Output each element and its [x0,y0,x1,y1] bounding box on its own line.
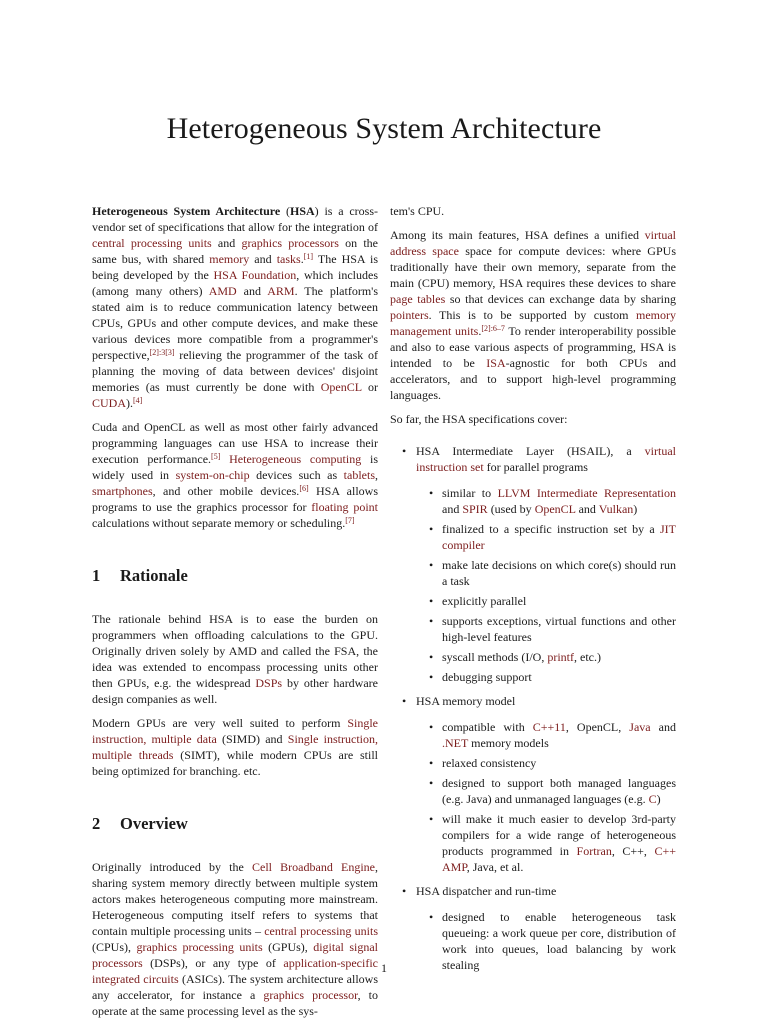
text: (DSPs), or any type of [142,956,284,970]
link-opencl[interactable]: OpenCL [320,380,362,394]
section-title: Rationale [120,566,188,585]
list-item: • make late decisions on which core(s) should run a task [416,557,676,589]
text: The HSA is being developed by the [92,252,378,282]
section-heading-overview [92,816,188,832]
text: . [300,252,304,266]
intro-paragraph-1 [92,203,378,411]
text: Originally introduced by the [92,860,252,874]
text: , Java, et al. [466,860,524,874]
text: ) [633,502,638,516]
text: , which includes (among many others) [92,268,378,298]
list-item: • debugging support [416,669,676,685]
rationale-paragraph-1 [92,611,378,707]
citation-5[interactable]: [5] [211,452,221,461]
link-cpp11[interactable]: C++11 [532,720,566,734]
text: , and other mobile devices. [152,484,300,498]
hsail-sublist [416,485,676,685]
text: is widely used in [92,452,378,482]
text: , to operate at the same processing level as the sys- [92,988,378,1018]
text: -agnostic for both CPUs and accelerators, and to support high-level programming languages. [390,356,677,402]
link-graphics-processor[interactable]: graphics processor [263,988,358,1002]
text: by other hardware design companies as well. [92,676,378,706]
text: , OpenCL, [565,720,630,734]
link-cuda[interactable]: CUDA [92,396,127,410]
page-number: 1 [381,961,387,975]
link-printf[interactable]: printf [547,650,574,664]
text: (used by [487,502,535,516]
link-smartphones[interactable]: smartphones [92,484,153,498]
text: relieving the programmer of the task of planning the moving of data between devices' disjoint memories (as must currently be done with [92,348,378,394]
link-tasks[interactable]: tasks [276,252,301,266]
link-jit-compiler[interactable]: JIT compiler [442,522,676,552]
text: ). [126,396,134,410]
link-graphics-processors[interactable]: graphics processors [241,236,339,250]
list-item-dispatcher [390,883,676,973]
citation-2-6-7[interactable]: [2]:6–7 [481,324,505,333]
link-virtual-address-space[interactable]: virtual address space [390,228,676,258]
citation-4[interactable]: [4] [133,396,143,405]
text: ) [656,792,661,806]
link-memory[interactable]: memory [209,252,250,266]
link-fortran[interactable]: Fortran [576,844,612,858]
text: HSA dispatcher and run-time [416,884,557,898]
link-heterogeneous-computing[interactable]: Heterogeneous computing [229,452,362,466]
right-column [390,203,676,981]
section-heading-rationale [92,568,188,584]
link-pointers[interactable]: pointers [390,308,429,322]
text: HSA Intermediate Layer (HSAIL), a [416,444,645,458]
specs-intro: So far, the HSA specifications cover: [390,412,568,426]
text: syscall methods (I/O, [442,650,548,664]
list-item [416,485,676,517]
text: similar to [442,486,498,500]
rationale-paragraph-2 [92,715,378,779]
link-arm[interactable]: ARM [267,284,295,298]
text: designed to support both managed languages (e.g. Java) and unmanaged languages (e.g. [442,776,676,806]
link-graphics-processing-units[interactable]: graphics processing units [136,940,263,954]
text: finalized to a specific instruction set by a [442,522,660,536]
text: Among its main features, HSA defines a unified [390,228,645,242]
text: ) is a cross-vendor set of specifications that allow for the integration of [92,204,379,234]
text: The rationale behind HSA is to ease the burden on programmers when offloading calculations to the GPU. Originally driven solely by AMD and called the FSA, the idea was extended to encompass processing units other then GPUs, e.g. the widespread [92,612,378,690]
text: for parallel programs [483,460,588,474]
text: space for compute devices: where GPUs traditionally have their own memory, separate from the main (CPU) memory, HSA requires these devices to share [390,244,676,290]
text: , etc.) [574,650,601,664]
link-floating-point[interactable]: floating point [311,500,378,514]
link-amd[interactable]: AMD [208,284,237,298]
text: (ASICs). The system architecture allows any accelerator, for instance a [92,972,378,1002]
citation-1[interactable]: [1] [303,252,314,261]
link-java[interactable]: Java [629,720,651,734]
list-item: • explicitly parallel [416,593,676,609]
citation-7[interactable]: [7] [345,516,355,525]
section-rationale-heading-wrap [92,539,378,611]
text: ( [280,204,290,218]
list-item: • designed to enable heterogeneous task queueing: a work queue per core, distribution of work into queues, load balancing by work stealing [416,909,676,973]
link-central-processing-units-2[interactable]: central processing units [264,924,378,938]
text: Modern GPUs are very well suited to perform [92,716,348,730]
link-virtual-instruction-set[interactable]: virtual instruction set [416,444,676,474]
text: and [575,502,599,516]
text: and [650,720,677,734]
list-item-hsail [390,443,676,685]
memory-model-sublist [416,719,676,875]
abbr-bold: HSA [289,204,315,218]
text: . The platform's stated aim is to reduce communication latency between CPUs, GPUs and other compute devices, and make these various devices more compatible from a programmer's perspective, [92,284,378,362]
text: memory models [468,736,549,750]
link-vulkan[interactable]: Vulkan [598,502,634,516]
left-column [92,203,378,1027]
intro-paragraph-2 [92,419,378,531]
link-hsa-foundation[interactable]: HSA Foundation [213,268,297,282]
text: (CPUs), [92,940,137,954]
list-item-memory-model [390,693,676,875]
link-central-processing-units[interactable]: central processing units [92,236,212,250]
link-cpp-amp[interactable]: C++ AMP [442,844,676,874]
citation-6[interactable]: [6] [299,484,309,493]
link-tablets[interactable]: tablets [343,468,375,482]
text: on the same bus, with shared [92,236,379,266]
link-asics[interactable]: application-specific integrated circuits [92,956,378,986]
link-simt[interactable]: Single instruction, multiple threads [92,732,379,762]
text: . This is to be supported by custom [428,308,636,322]
text: and [442,502,463,516]
text: calculations without separate memory or scheduling. [92,516,346,530]
link-memory-management-units[interactable]: memory management units [390,308,676,338]
text [220,452,229,466]
section-number: 2 [92,814,101,833]
section-title: Overview [120,814,188,833]
link-cell-broadband-engine[interactable]: Cell Broadband Engine [252,860,375,874]
text: so that devices can exchange data by sharing [445,292,676,306]
text: and [249,252,277,266]
link-isa[interactable]: ISA [486,356,506,370]
continued-text: tem's CPU. [390,204,445,218]
link-dotnet[interactable]: .NET [442,736,469,750]
text: , C++, [611,844,655,858]
text: and [211,236,242,250]
text: and [236,284,268,298]
list-item [416,811,676,875]
list-item: • relaxed consistency [416,755,676,771]
overview-paragraph [92,859,378,1019]
link-system-on-chip[interactable]: system-on-chip [175,468,250,482]
text: HSA memory model [416,694,516,708]
text: devices such as [249,468,344,482]
text: will make it much easier to develop 3rd-party compilers for a wide range of heterogeneous products programmed in [442,812,676,858]
section-number: 1 [92,566,101,585]
text: Cuda and OpenCL as well as most other fairly advanced programming languages can use HSA to increase their execution performance. [92,420,378,466]
text: HSA allows programs to use the graphics processor for [92,484,378,514]
list-item [416,649,676,665]
text: (GPUs), [262,940,314,954]
text: , sharing system memory directly between multiple system actors makes heterogeneous computing more mainstream. Heterogeneous computing itself refers to systems that contain multiple processing units – [92,860,378,938]
link-page-tables[interactable]: page tables [390,292,446,306]
list-item [416,521,676,553]
page-title: Heterogeneous System Architecture [166,112,602,145]
text: compatible with [442,720,533,734]
link-opencl-2[interactable]: OpenCL [534,502,576,516]
citation-2-3[interactable]: [2]:3[3] [149,348,175,357]
text: or [361,380,378,394]
text: (SIMT), while modern CPUs are still being optimized for branching. etc. [92,748,378,778]
section-overview-heading-wrap [92,787,378,859]
specs-list [390,443,676,973]
text: , [375,468,378,482]
list-item [416,719,676,751]
link-c[interactable]: C [648,792,657,806]
text: (SIMD) and [216,732,288,746]
link-spir[interactable]: SPIR [462,502,488,516]
term-bold: Heterogeneous System Architecture [92,204,281,218]
features-paragraph [390,227,676,403]
text: To render interoperability possible and also to ease various aspects of programming, HSA is intended to be [390,324,676,370]
text: . [478,324,482,338]
link-digital-signal-processors[interactable]: digital signal processors [92,940,378,970]
link-llvm-ir[interactable]: LLVM Intermediate Representation [497,486,676,500]
list-item: • supports exceptions, virtual functions and other high-level features [416,613,676,645]
link-dsps[interactable]: DSPs [255,676,283,690]
link-simd[interactable]: Single instruction, multiple data [92,716,378,746]
list-item [416,775,676,807]
